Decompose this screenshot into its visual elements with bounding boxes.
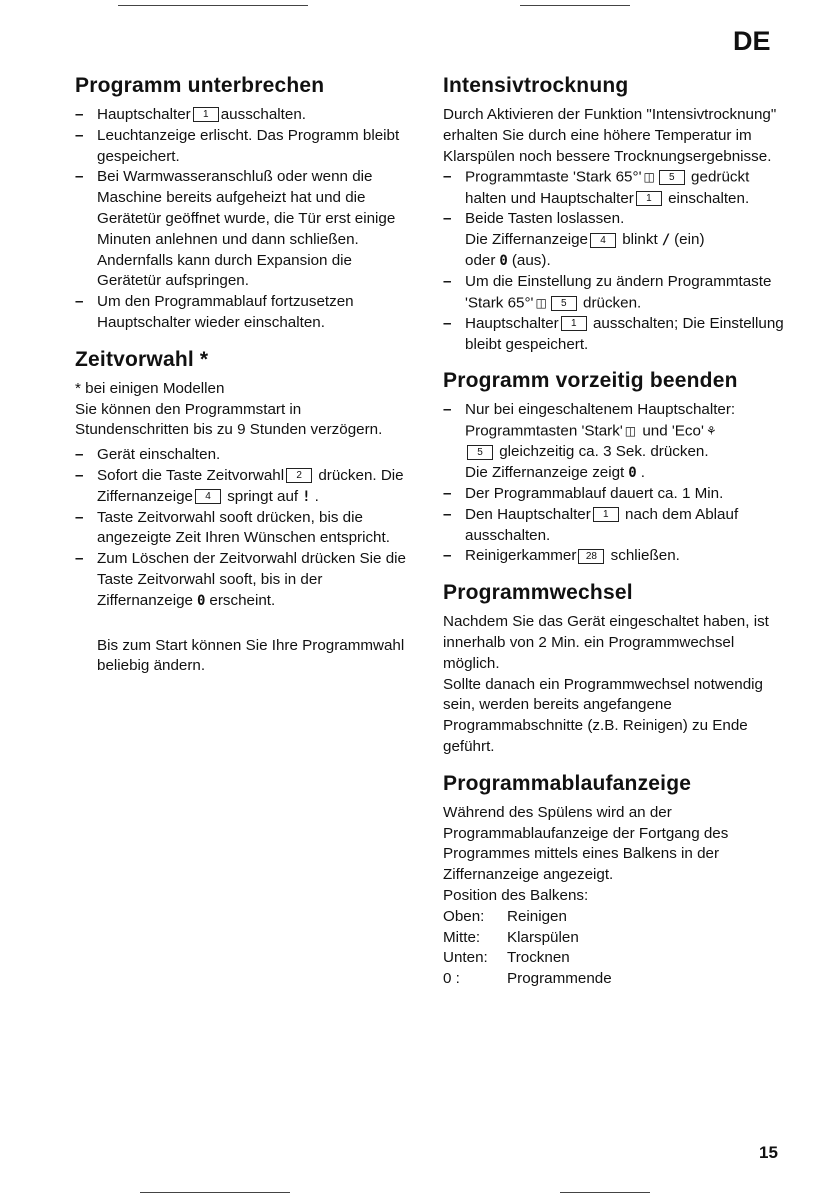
step-list — [75, 105, 415, 334]
closing-note: Bis zum Start können Sie Ihre Programmwahl beliebig ändern. — [97, 636, 405, 675]
key-symbol: 1 — [193, 107, 219, 122]
display-digit: ! — [302, 488, 311, 505]
section-programm-unterbrechen — [75, 72, 415, 334]
item-text: gedrückt halten und Hauptschalter — [465, 168, 750, 207]
step-list — [443, 167, 788, 355]
item-text: springt auf — [227, 487, 299, 505]
position-label: Unten: — [443, 949, 488, 967]
list-item — [443, 167, 788, 209]
paragraph: Sollte danach ein Programmwechsel notwendig sein, werden bereits angefangene Programmabschnitte (z.B. Reinigen) zu Ende geführt. — [443, 675, 763, 755]
pot-icon: ◫ — [643, 170, 655, 185]
item-text: Nur bei eingeschaltenem Hauptschalter: — [465, 401, 736, 419]
eco-icon: ⚘ — [705, 424, 717, 439]
item-text: schließen. — [610, 547, 680, 565]
display-digit: 0 — [196, 592, 206, 609]
list-item — [443, 272, 788, 314]
key-symbol: 5 — [551, 296, 577, 311]
item-text: Die Ziffernanzeige — [465, 231, 588, 249]
list-item — [443, 209, 788, 271]
key-symbol: 2 — [286, 468, 312, 483]
item-text: ausschalten; Die Einstellung bleibt gespeichert. — [465, 314, 784, 353]
key-symbol: 4 — [590, 233, 616, 248]
section-programm-vorzeitig-beenden — [443, 367, 788, 567]
key-symbol: 5 — [467, 445, 493, 460]
left-column — [75, 72, 415, 689]
item-text: und 'Eco' — [642, 422, 704, 440]
section-zeitvorwahl — [75, 346, 415, 677]
section-title: Intensivtrocknung — [443, 74, 629, 97]
section-programmwechsel — [443, 579, 788, 758]
item-text: – Bei Warmwasseranschluß oder wenn die Maschine bereits aufgeheizt hat und die Gerätetür geöffnet wurde, die Tür erst einige Minuten anlehnen und dann schließen. — [97, 168, 396, 248]
key-symbol: 1 — [636, 191, 662, 206]
item-text: Um die Einstellung zu ändern Programmtaste 'Stark 65°' — [465, 272, 772, 312]
item-text: . — [314, 487, 319, 505]
list-item — [443, 314, 788, 356]
display-digit: 0 — [628, 465, 637, 482]
key-symbol: 1 — [593, 507, 619, 522]
position-label: Oben: — [443, 907, 485, 925]
footnote: * bei einigen Modellen — [75, 379, 225, 397]
item-text: Beide Tasten loslassen. — [465, 210, 625, 228]
section-title: Programmwechsel — [443, 581, 633, 605]
position-row — [443, 948, 788, 969]
intro-text: Durch Aktivieren der Funktion "Intensivtrocknung" erhalten Sie durch eine höhere Temperatur im Klarspülen noch bessere Trocknungsergebnisse. — [443, 106, 777, 165]
position-label: Mitte: — [443, 928, 481, 946]
item-text: Programmtasten 'Stark' — [465, 422, 623, 440]
section-intensivtrocknung — [443, 72, 788, 355]
top-rule-middle — [520, 5, 630, 6]
section-title: Programm vorzeitig beenden — [443, 369, 738, 393]
list-item: – Um den Programmablauf fortzusetzen Hauptschalter wieder einschalten. — [75, 292, 415, 334]
item-text: Andernfalls kann durch Expansion die Gerätetür aufspringen. — [97, 251, 352, 290]
list-item — [443, 400, 788, 484]
key-symbol: 4 — [195, 489, 221, 504]
item-text: (ein) oder — [465, 231, 705, 269]
item-text: (aus). — [511, 252, 551, 269]
pot-icon: ◫ — [535, 295, 547, 310]
position-value: Trocknen — [507, 949, 570, 967]
position-row — [443, 907, 788, 928]
item-text: Programmtaste 'Stark 65°' — [465, 168, 642, 186]
position-label: 0 : — [443, 970, 460, 988]
section-title: Zeitvorwahl * — [75, 347, 209, 371]
list-item — [443, 546, 788, 567]
item-text: Hauptschalter — [97, 106, 191, 123]
item-text: gleichzeitig ca. 3 Sek. drücken. — [499, 443, 709, 461]
pot-icon: ◫ — [624, 424, 637, 439]
display-digit: 0 — [499, 253, 508, 269]
key-symbol: 5 — [659, 170, 685, 185]
step-list — [443, 400, 788, 567]
item-text: Reinigerkammer — [465, 547, 577, 565]
language-label: DE — [733, 26, 771, 56]
display-digit: / — [661, 232, 671, 249]
list-item — [75, 105, 415, 126]
step-list — [75, 445, 415, 611]
item-text: erscheint. — [209, 591, 276, 609]
section-title: Programm unterbrechen — [75, 74, 325, 97]
item-text: drücken. — [583, 294, 642, 312]
section-title: Programmablaufanzeige — [443, 771, 692, 795]
paragraph: Nachdem Sie das Gerät eingeschaltet haben, ist innerhalb von 2 Min. ein Programmwechsel möglich. — [443, 613, 769, 672]
position-row — [443, 928, 788, 949]
item-text: Sofort die Taste Zeitvorwahl — [97, 466, 285, 484]
position-value: Programmende — [507, 970, 612, 988]
item-text: blinkt — [622, 231, 658, 249]
right-column — [443, 72, 788, 1002]
item-text: drücken. Die Ziffernanzeige — [97, 466, 404, 505]
paragraph: Während des Spülens wird an der Programmablaufanzeige der Fortgang des Programmes mittels eines Balkens in der Ziffernanzeige angezeigt. — [443, 803, 729, 884]
item-text: ausschalten. — [220, 106, 306, 123]
list-item: – Der Programmablauf dauert ca. 1 Min. — [443, 484, 788, 505]
item-text: Die Ziffernanzeige zeigt — [465, 464, 625, 482]
list-item — [443, 505, 788, 547]
list-item: – Gerät einschalten. — [75, 445, 415, 466]
position-row — [443, 969, 788, 990]
list-item — [75, 549, 415, 611]
position-value: Reinigen — [507, 907, 567, 925]
key-symbol: 28 — [578, 549, 604, 564]
intro-text: Sie können den Programmstart in Stundenschritten bis zu 9 Stunden verzögern. — [75, 400, 383, 439]
section-programmablaufanzeige — [443, 770, 788, 990]
item-text: Den Hauptschalter — [465, 505, 591, 523]
list-item — [75, 167, 415, 292]
item-text: . — [640, 464, 645, 482]
item-text: nach dem Ablauf ausschalten. — [465, 505, 739, 544]
bottom-rule-right — [560, 1192, 650, 1193]
bottom-rule-left — [140, 1192, 290, 1193]
item-text: einschalten. — [668, 189, 750, 207]
list-item: – Taste Zeitvorwahl sooft drücken, bis die angezeigte Zeit Ihren Wünschen entspricht. — [75, 508, 415, 550]
page-number: 15 — [759, 1143, 778, 1162]
item-text: Hauptschalter — [465, 314, 559, 332]
key-symbol: 1 — [561, 316, 587, 331]
position-value: Klarspülen — [507, 928, 579, 946]
paragraph: Position des Balkens: — [443, 886, 589, 904]
list-item: – Leuchtanzeige erlischt. Das Programm bleibt gespeichert. — [75, 126, 415, 168]
top-rule-left — [118, 5, 308, 6]
item-text: Zum Löschen der Zeitvorwahl drücken Sie die Taste Zeitvorwahl sooft, bis in der Ziffernanzeige — [97, 550, 406, 609]
list-item — [75, 466, 415, 508]
